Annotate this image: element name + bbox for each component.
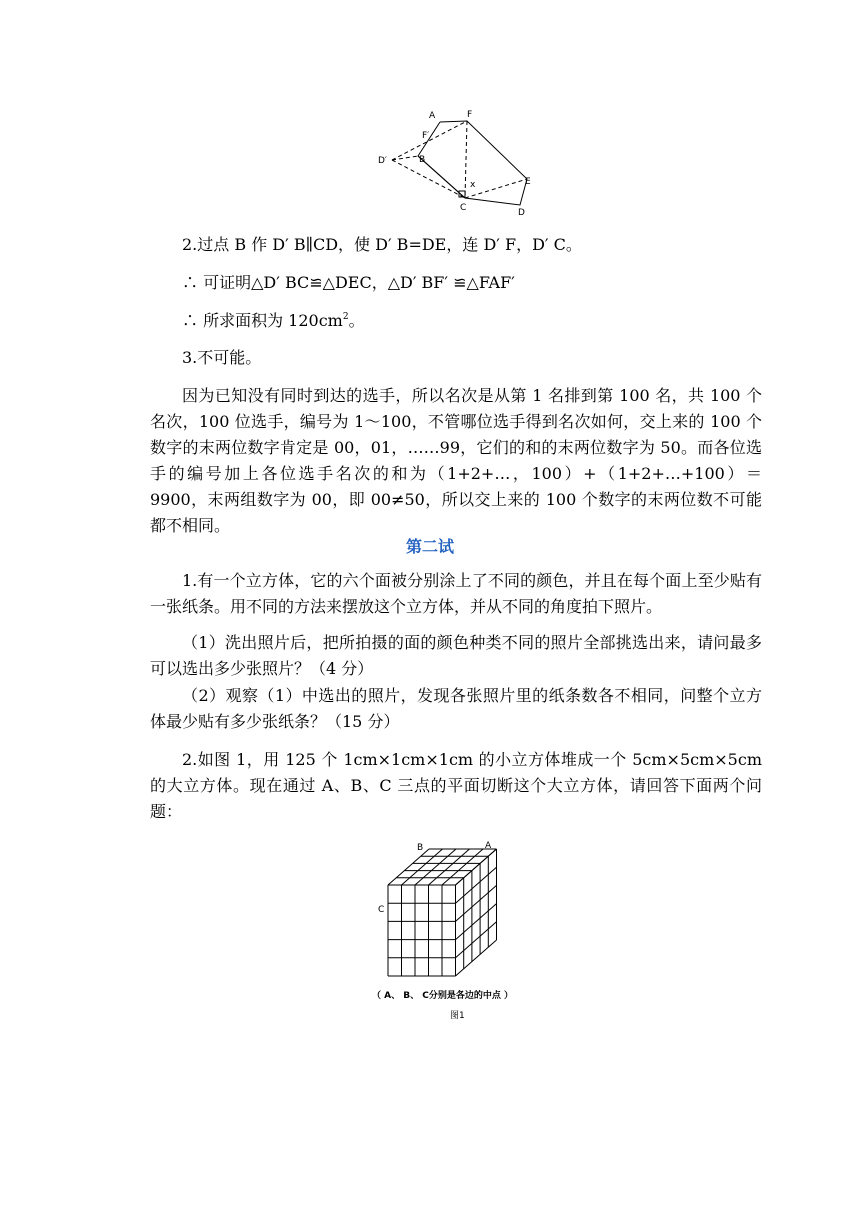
dashed-line-DpF [392,121,467,160]
area-suffix: 。 [348,311,365,330]
label-E: E [525,177,531,187]
label-F: F [467,110,473,120]
area-text: ∴ 所求面积为 120cm [182,311,343,330]
label-B: B [419,155,426,165]
cube-top-line [442,849,483,885]
figure-outline [418,121,527,205]
dashed-line-DpB [392,156,418,160]
area-exponent: 2 [342,312,349,322]
solution2-line2: ∴ 可证明△D′ BC≌△DEC，△D′ BF′ ≌△FAF′ [182,273,515,292]
cube-right-line [456,885,497,921]
cube-label-B: B [417,843,424,853]
cube-caption: （ A、 B、 C分别是各边的中点 ） [372,991,513,1001]
cube-top-line [456,849,497,885]
cube-right-line [456,940,497,976]
label-D: D [518,208,525,218]
solution2-line3 [150,308,762,334]
label-C: C [460,203,467,213]
cube-label-C: C [378,905,385,915]
solution3-title: 3.不可能。 [182,348,262,367]
cube-right-line [456,904,497,940]
label-A: A [429,111,436,121]
cube-top-line [388,849,429,885]
cube-top-line [415,849,456,885]
question2-intro: 2.如图 1，用 125 个 1cm×1cm×1cm 的小立方体堆成一个 5cm×5cm×5cm 的大立方体。现在通过 A、B、C 三点的平面切断这个大立方体，请回答下面两个问题： [150,750,762,821]
section-heading: 第二试 [405,537,454,556]
cube-label-A: A [485,841,492,851]
cube-right-line [456,867,497,903]
cube-figure [360,832,560,1028]
figure-title: 图1 [450,1011,465,1021]
cube-right-line [456,922,497,958]
label-D-prime: D′ [378,156,387,166]
question1-intro: 1.有一个立方体，它的六个面被分别涂上了不同的颜色，并且在每个面上至少贴有一张纸条。用不同的方法来摆放这个立方体，并从不同的角度拍下照片。 [150,571,762,616]
geometry-figure [372,104,542,224]
question1-part1: （1）洗出照片后，把所拍摄的面的颜色种类不同的照片全部挑选出来，请问最多可以选出多少张照片？（4 分） [150,633,762,678]
cube-top-line [402,849,443,885]
solution2-line1: 2.过点 B 作 D′ B∥CD，使 D′ B=DE，连 D′ F，D′ C。 [182,235,582,254]
question1-part2: （2）观察（1）中选出的照片，发现各张照片里的纸条数各不相同，问整个立方体最少贴有多少张纸条？（15 分） [150,686,762,731]
dashed-line-FC [465,121,467,198]
solution3-body: 因为已知没有同时到达的选手，所以名次是从第 1 名排到第 100 名，共 100 个名次，100 位选手，编号为 1～100，不管哪位选手得到名次如何，交上来的 100 个数字的末两位数字肯定是 00，01，……99，它们的和的末两位数字为 50。而各位选手的编号加上各位选手名次的和为（1+2+…，100）+（1+2+…+100）＝ 9900，末两组数字为 00，即 00≠50，所以交上来的 100 个数字的末两位数不可能都不相同。 [150,386,762,535]
label-F-prime: F′ [422,131,430,141]
label-x: x [470,180,476,190]
